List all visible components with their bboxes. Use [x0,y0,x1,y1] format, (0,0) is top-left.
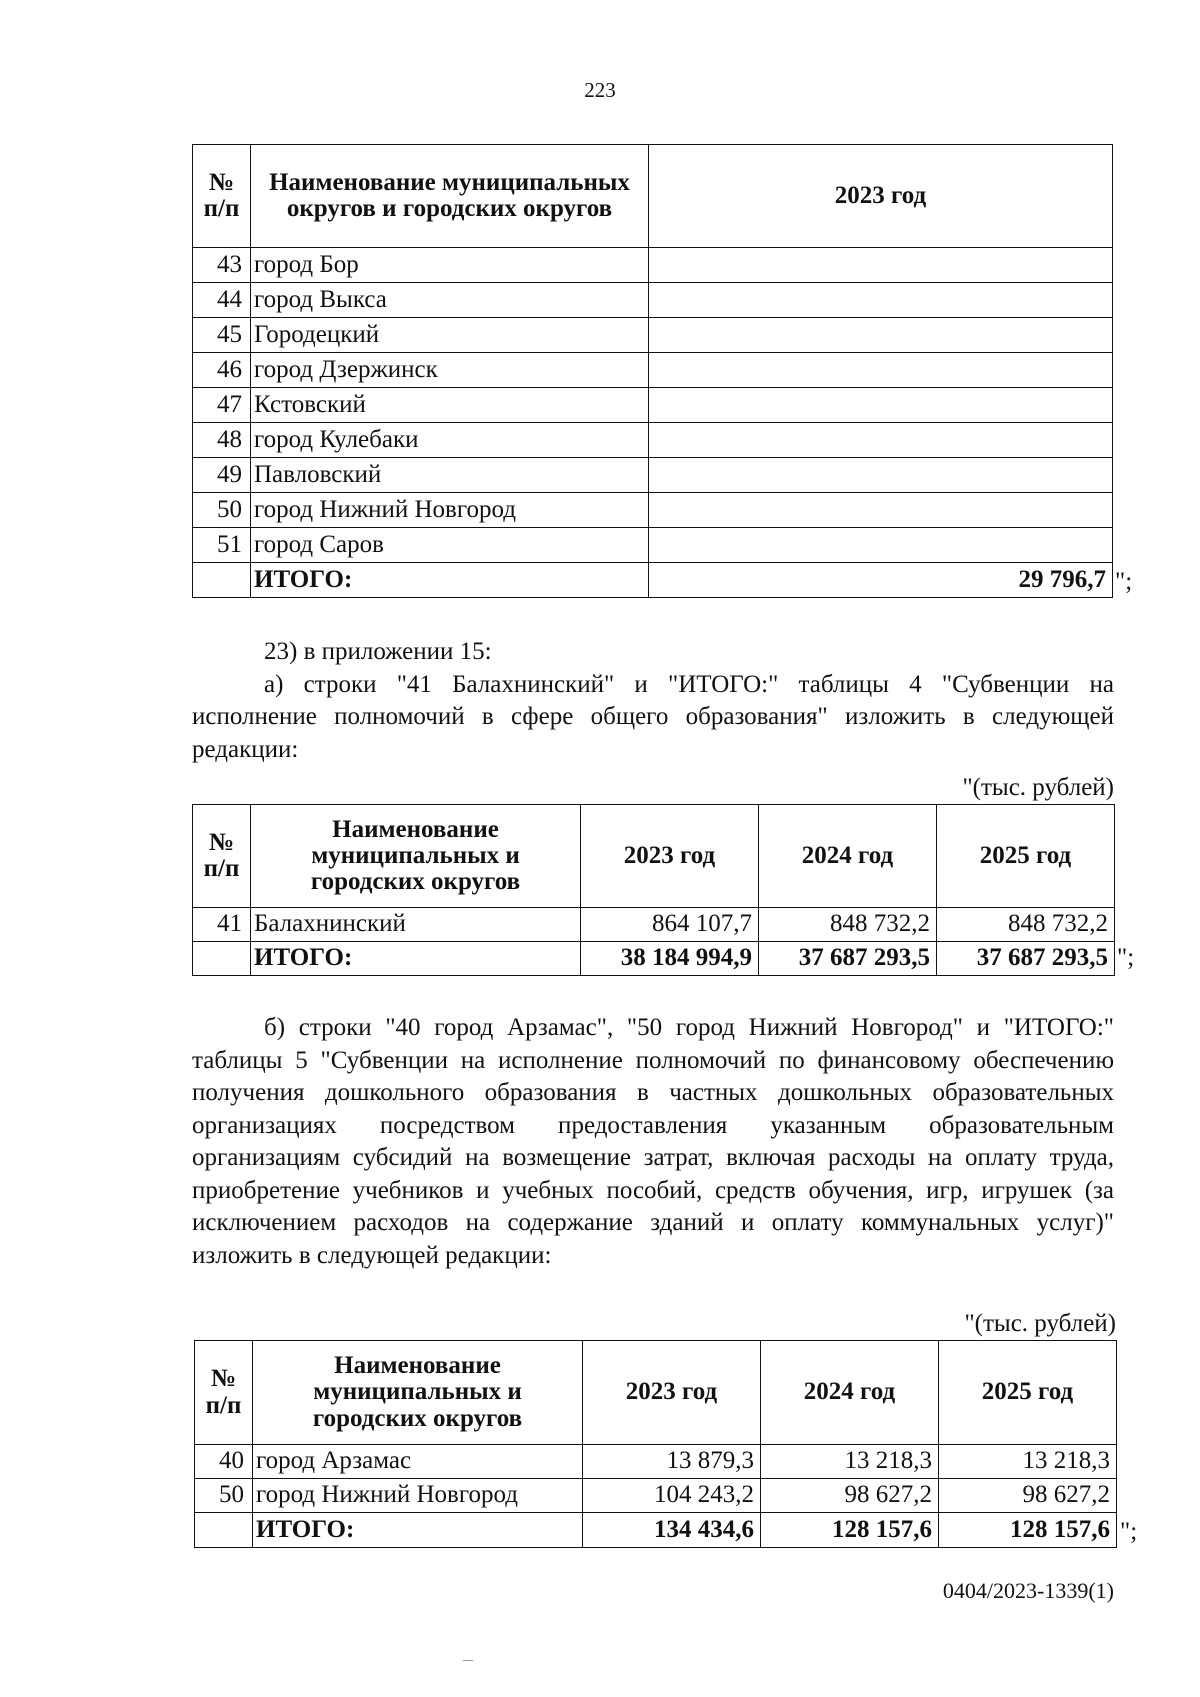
total-label: ИТОГО: [251,942,581,976]
row-value [649,353,1113,388]
paragraph-b: б) строки "40 город Арзамас", "50 город Нижний Новгород" и "ИТОГО:" таблицы 5 "Субвенции на исполнение полномочий по финансовому обеспечению получения дошкольного образования в частных дошкольных образовательных организациях посредством предоставления указанным образовательным организациям субсидий на возмещение затрат, включая расходы на оплату труда, приобретение учебников и учебных пособий, средств обучения, игр, игрушек (за исключением расходов на содержание зданий и оплату коммунальных услуг)" изложить в следующей редакции: [192,1014,1114,1269]
table3-closing: "; [1120,1518,1138,1545]
table-1 [192,144,1113,598]
header-num: № п/п [195,1341,253,1445]
scan-mark [463,1660,473,1661]
header-2024: 2024 год [759,805,937,908]
table-row [193,248,1113,283]
total-num [195,1513,253,1548]
section-23-title: 23) в приложении 15: [264,638,492,665]
table-row [193,388,1113,423]
total-label: ИТОГО: [251,563,649,598]
table-row [195,1445,1117,1479]
header-2023: 2023 год [649,145,1113,248]
row-num: 50 [195,1479,253,1513]
row-value [649,458,1113,493]
total-2024: 128 157,6 [761,1513,939,1548]
total-2025: 37 687 293,5 [937,942,1115,976]
row-2023: 864 107,7 [581,908,759,942]
table-3 [194,1340,1117,1548]
total-2025: 128 157,6 [939,1513,1117,1548]
row-value [649,318,1113,353]
row-num: 41 [193,908,251,942]
row-value [649,248,1113,283]
row-2025: 13 218,3 [939,1445,1117,1479]
row-value [649,283,1113,318]
row-2025: 848 732,2 [937,908,1115,942]
table-row [193,423,1113,458]
row-num: 44 [193,283,251,318]
row-num: 45 [193,318,251,353]
header-2023: 2023 год [583,1341,761,1445]
table2-closing: "; [1117,944,1135,971]
document-number: 0404/2023-1339(1) [942,1578,1114,1603]
table-row [193,458,1113,493]
total-2024: 37 687 293,5 [759,942,937,976]
total-num [193,942,251,976]
header-name: Наименование муниципальных и городских округов [251,805,581,908]
row-2024: 848 732,2 [759,908,937,942]
total-label: ИТОГО: [253,1513,583,1548]
table-row [193,528,1113,563]
header-num: № п/п [193,145,251,248]
row-value [649,528,1113,563]
row-name: город Бор [251,248,649,283]
row-2023: 104 243,2 [583,1479,761,1513]
row-num: 40 [195,1445,253,1479]
row-2024: 13 218,3 [761,1445,939,1479]
row-num: 47 [193,388,251,423]
header-name: Наименование муниципальных и городских округов [253,1341,583,1445]
row-name: Балахнинский [251,908,581,942]
paragraph-a: а) строки "41 Балахнинский" и "ИТОГО:" таблицы 4 "Субвенции на исполнение полномочий в сфере общего образования" изложить в следующей редакции: [192,670,1114,763]
total-value: 29 796,7 [649,563,1113,598]
row-value [649,493,1113,528]
row-name: город Выкса [251,283,649,318]
row-value [649,423,1113,458]
table-row [195,1479,1117,1513]
header-2025: 2025 год [937,805,1115,908]
row-2025: 98 627,2 [939,1479,1117,1513]
table-row [193,493,1113,528]
header-num: № п/п [193,805,251,908]
table-row [193,283,1113,318]
header-2025: 2025 год [939,1341,1117,1445]
row-name: город Нижний Новгород [251,493,649,528]
row-name: Кстовский [251,388,649,423]
row-2024: 98 627,2 [761,1479,939,1513]
row-name: город Кулебаки [251,423,649,458]
section-23 [192,636,1114,766]
row-name: Павловский [251,458,649,493]
row-name: Городецкий [251,318,649,353]
row-name: город Арзамас [253,1445,583,1479]
row-num: 49 [193,458,251,493]
row-num: 46 [193,353,251,388]
row-num: 48 [193,423,251,458]
table-row [193,908,1115,942]
header-2024: 2024 год [761,1341,939,1445]
total-2023: 134 434,6 [583,1513,761,1548]
row-num: 43 [193,248,251,283]
row-num: 51 [193,528,251,563]
table-row [193,318,1113,353]
table-row [193,353,1113,388]
paragraph-b-block [192,1012,1114,1272]
row-name: город Саров [251,528,649,563]
row-num: 50 [193,493,251,528]
units-label: "(тыс. рублей) [962,774,1114,801]
units-label-2: "(тыс. рублей) [964,1310,1116,1337]
total-2023: 38 184 994,9 [581,942,759,976]
total-num [193,563,251,598]
table-2 [192,804,1115,976]
row-2023: 13 879,3 [583,1445,761,1479]
page-number: 223 [584,78,616,102]
header-name: Наименование муниципальных округов и городских округов [251,145,649,248]
row-name: город Нижний Новгород [253,1479,583,1513]
header-2023: 2023 год [581,805,759,908]
table1-closing: "; [1115,568,1133,595]
row-name: город Дзержинск [251,353,649,388]
row-value [649,388,1113,423]
